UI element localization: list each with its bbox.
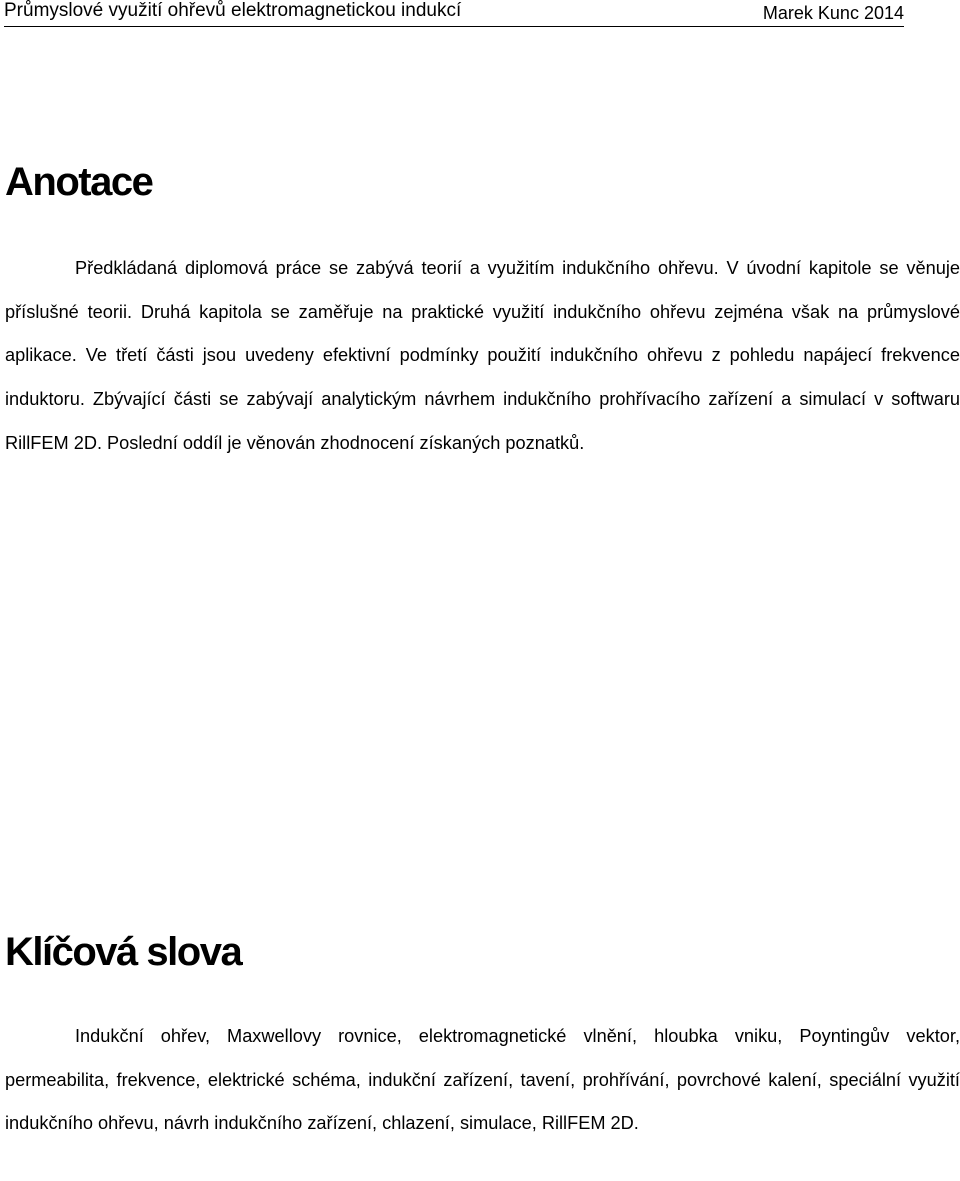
header-title: Průmyslové využití ohřevů elektromagnetickou indukcí xyxy=(4,0,462,21)
keywords-paragraph: Indukční ohřev, Maxwellovy rovnice, elektromagnetické vlnění, hloubka vniku, Poyntingův vektor, permeabilita, frekvence, elektrické schéma, indukční zařízení, tavení, prohřívání, povrchové kalení, speciální využití indukčního ohřevu, návrh indukčního zařízení, chlazení, simulace, RillFEM 2D. xyxy=(5,1026,960,1134)
running-header xyxy=(4,0,904,27)
abstract-paragraph: Předkládaná diplomová práce se zabývá teorií a využitím indukčního ohřevu. V úvodní kapitole se věnuje příslušné teorii. Druhá kapitola se zaměřuje na praktické využití indukčního ohřevu zejména však na průmyslové aplikace. Ve třetí části jsou uvedeny efektivní podmínky použití indukčního ohřevu z pohledu napájecí frekvence induktoru. Zbývající části se zabývají analytickým návrhem indukčního prohřívacího zařízení a simulací v softwaru RillFEM 2D. Poslední oddíl je věnován zhodnocení získaných poznatků. xyxy=(5,258,960,453)
keywords-heading: Klíčová slova xyxy=(5,930,242,974)
abstract-heading: Anotace xyxy=(5,160,153,204)
header-author: Marek Kunc 2014 xyxy=(762,3,904,23)
